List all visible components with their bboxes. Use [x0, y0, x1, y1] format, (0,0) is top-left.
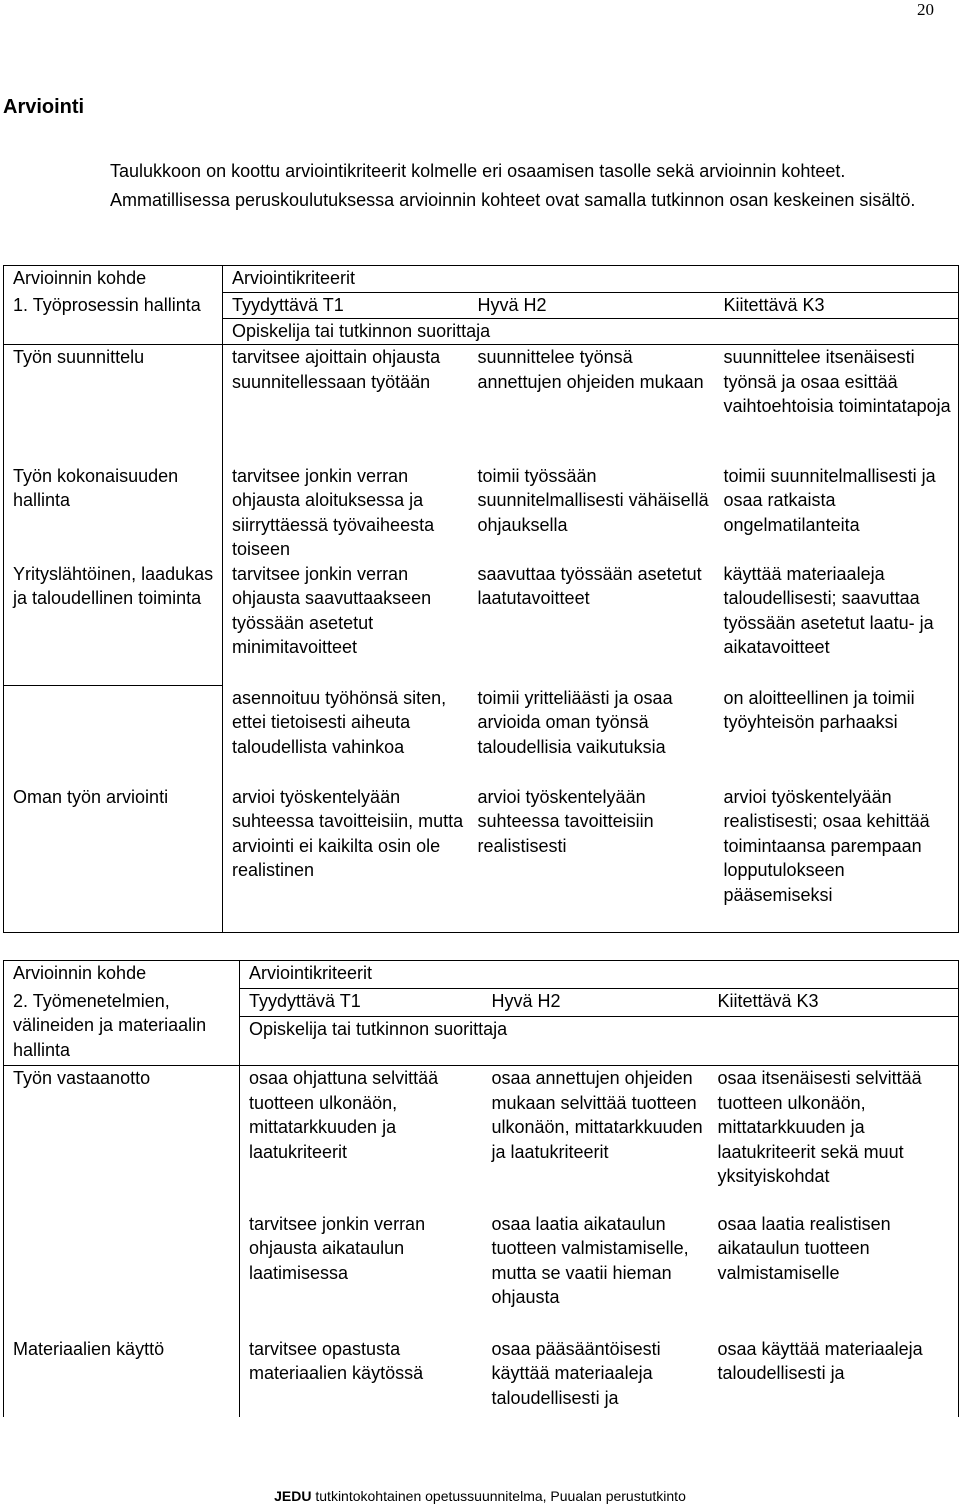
- k3-cell: osaa käyttää materiaaleja taloudellisesti ja: [709, 1337, 959, 1417]
- criteria-table-1: [3, 265, 959, 933]
- t1-cell: tarvitsee opastusta materiaalien käytössä: [249, 1338, 424, 1383]
- kohde-cell: Yrityslähtöinen, laadukas ja taloudellinen toiminta: [4, 562, 223, 686]
- subject-label: Opiskelija tai tutkinnon suorittaja: [223, 319, 959, 345]
- kohde-cell: Materiaalien käyttö: [4, 1337, 240, 1417]
- section-heading: Arviointi: [3, 96, 85, 118]
- level-t1: Tyydyttävä T1: [223, 293, 469, 319]
- criteria-table-2: [3, 960, 959, 1417]
- subject-label: Opiskelija tai tutkinnon suorittaja: [240, 1017, 959, 1066]
- h2-cell: osaa annettujen ohjeiden mukaan selvittää tuotteen ulkonäön, mittatarkkuuden ja laatukriteerit: [491, 1068, 703, 1162]
- footer-text: tutkintokohtainen opetussuunnitelma, Puualan perustutkinto: [315, 1488, 686, 1504]
- level-k3: Kiitettävä K3: [709, 989, 959, 1017]
- h2-cell: toimii yritteliäästi ja osaa arvioida oman työnsä taloudellisia vaikutuksia: [477, 687, 673, 757]
- h2-cell: saavuttaa työssään asetetut laatutavoitteet: [477, 563, 702, 608]
- intro-paragraph: Taulukkoon on koottu arviointikriteerit kolmelle eri osaamisen tasolle sekä arvioinnin kohteet. Ammatillisessa peruskoulutuksessa arvioinnin kohteet ovat samalla tutkinnon osan keskeinen sisältö.: [110, 161, 916, 210]
- col-header-kriteerit: Arviointikriteerit: [240, 961, 959, 989]
- kohde-cell: [4, 686, 223, 785]
- page-number: 20: [917, 0, 934, 19]
- k3-cell: on aloitteellinen ja toimii työyhteisön parhaaksi: [715, 686, 959, 785]
- kohde-cell: [4, 1212, 240, 1337]
- t1-cell: tarvitsee jonkin verran ohjausta saavuttaakseen työssään asetetut minimitavoitteet: [232, 563, 432, 657]
- col-header-kriteerit: Arviointikriteerit: [223, 266, 959, 293]
- h2-cell: osaa laatia aikataulun tuotteen valmistamiselle, mutta se vaatii hieman ohjausta: [491, 1213, 689, 1307]
- kohde-cell: Työn suunnittelu: [4, 345, 223, 464]
- group-title: 2. Työmenetelmien, välineiden ja materiaalin hallinta: [4, 989, 240, 1066]
- t1-cell: arvioi työskentelyään suhteessa tavoitteisiin, mutta arviointi ei kaikilta osin ole realistinen: [223, 785, 469, 933]
- h2-cell: arvioi työskentelyään suhteessa tavoitteisiin realistisesti: [469, 785, 715, 933]
- h2-cell: suunnittelee työnsä annettujen ohjeiden mukaan: [477, 347, 704, 392]
- t1-cell: tarvitsee jonkin verran ohjausta aloituksessa ja siirryttäessä työvaiheesta toiseen: [232, 465, 435, 559]
- kohde-cell: Oman työn arviointi: [4, 785, 223, 933]
- t1-cell: osaa ohjattuna selvittää tuotteen ulkonäön, mittatarkkuuden ja laatukriteerit: [249, 1068, 439, 1162]
- level-t1: Tyydyttävä T1: [240, 989, 483, 1017]
- kohde-cell: Työn kokonaisuuden hallinta: [4, 464, 223, 562]
- level-k3: Kiitettävä K3: [715, 293, 959, 319]
- page-footer: [0, 1488, 960, 1504]
- k3-cell: käyttää materiaaleja taloudellisesti; saavuttaa työssään asetetut laatu- ja aikatavoitteet: [715, 562, 959, 686]
- k3-cell: toimii suunnitelmallisesti ja osaa ratkaista ongelmatilanteita: [715, 464, 959, 562]
- t1-cell: tarvitsee jonkin verran ohjausta aikataulun laatimisessa: [249, 1213, 426, 1283]
- k3-cell: arvioi työskentelyään realistisesti; osaa kehittää toimintaansa parempaan lopputulokseen pääsemiseksi: [715, 785, 959, 933]
- footer-brand: JEDU: [274, 1488, 312, 1504]
- h2-cell: osaa pääsääntöisesti käyttää materiaaleja taloudellisesti ja: [491, 1338, 661, 1408]
- h2-cell: toimii työssään suunnitelmallisesti vähäisellä ohjauksella: [477, 465, 709, 535]
- col-header-kohde: Arvioinnin kohde: [4, 266, 223, 293]
- t1-cell: asennoituu työhönsä siten, ettei tietoisesti aiheuta taloudellista vahinkoa: [232, 687, 447, 757]
- kohde-cell: Työn vastaanotto: [4, 1066, 240, 1212]
- group-title: 1. Työprosessin hallinta: [4, 293, 223, 345]
- k3-cell: suunnittelee itsenäisesti työnsä ja osaa esittää vaihtoehtoisia toimintatapoja: [715, 345, 959, 464]
- col-header-kohde: Arvioinnin kohde: [4, 961, 240, 989]
- level-h2: Hyvä H2: [469, 293, 715, 319]
- level-h2: Hyvä H2: [483, 989, 709, 1017]
- t1-cell: tarvitsee ajoittain ohjausta suunnitellessaan työtään: [232, 347, 441, 392]
- k3-cell: osaa laatia realistisen aikataulun tuotteen valmistamiselle: [709, 1212, 959, 1337]
- k3-cell: osaa itsenäisesti selvittää tuotteen ulkonäön, mittatarkkuuden ja laatukriteerit sekä muut yksityiskohdat: [709, 1066, 959, 1212]
